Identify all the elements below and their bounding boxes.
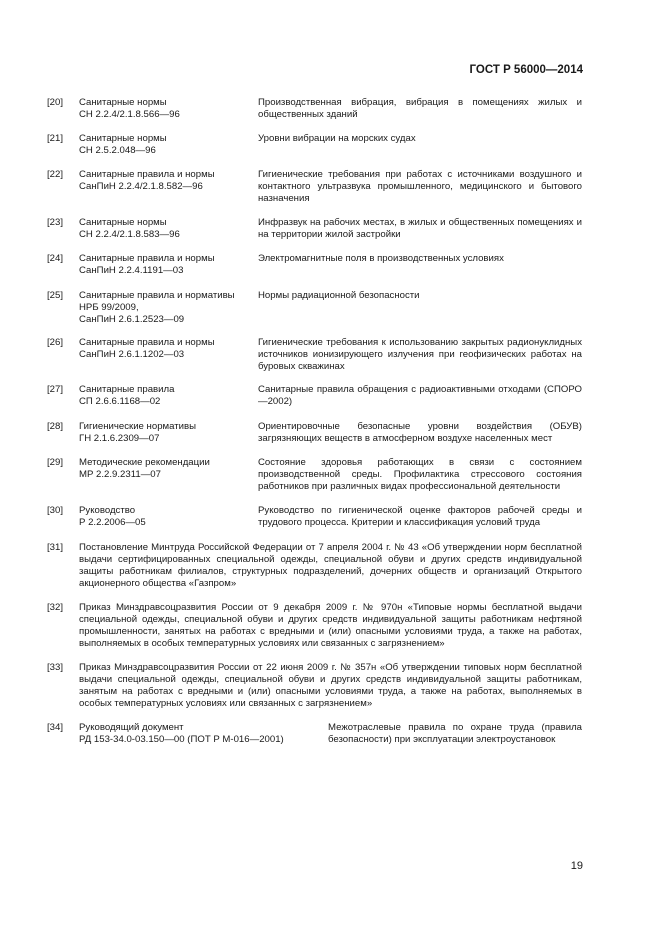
reference-number: [34] [47, 722, 64, 733]
reference-number: [20] [47, 97, 64, 108]
doc-code: СанПиН 2.6.1.1202—03 [79, 349, 185, 361]
reference-title: Санитарные правила обращения с радиоактивными отходами (СПОРО—2002) [258, 384, 582, 408]
reference-number: [27] [47, 384, 64, 395]
reference-document [79, 217, 255, 241]
doc-type: Руководящий документ [79, 722, 184, 733]
reference-number: [28] [47, 421, 64, 432]
doc-code: СН 2.5.2.048—96 [79, 145, 156, 157]
page-number: 19 [570, 860, 583, 872]
reference-number: [33] [47, 662, 64, 673]
doc-code: НРБ 99/2009, [79, 302, 139, 314]
reference-document [79, 133, 255, 157]
reference-document [79, 505, 255, 529]
reference-title: Производственная вибрация, вибрация в помещениях жилых и общественных зданий [258, 97, 582, 121]
doc-type: Санитарные правила и нормативы [79, 290, 235, 301]
reference-number: [21] [47, 133, 64, 144]
reference-number: [25] [47, 290, 64, 301]
doc-code: РД 153-34.0-03.150—00 (ПОТ Р М-016—2001) [79, 734, 284, 746]
doc-type: Санитарные правила и нормы [79, 253, 215, 264]
reference-title: Руководство по гигиенической оценке факторов рабочей среды и трудового процесса. Критерии и классификация условий труда [258, 505, 582, 529]
doc-code: СанПиН 2.6.1.2523—09 [79, 314, 185, 326]
doc-type: Санитарные нормы [79, 133, 167, 144]
reference-document [79, 384, 255, 408]
reference-number: [29] [47, 457, 64, 468]
doc-code: СП 2.6.6.1168—02 [79, 396, 161, 408]
reference-title: Гигиенические требования при работах с источниками воздушного и контактного ультразвука промышленного, медицинского и бытового назначения [258, 169, 582, 205]
reference-document [79, 290, 255, 326]
doc-type: Санитарные правила [79, 384, 175, 395]
reference-title: Инфразвук на рабочих местах, в жилых и общественных помещениях и на территории жилой застройки [258, 217, 582, 241]
doc-type: Санитарные правила и нормы [79, 337, 215, 348]
reference-title: Межотраслевые правила по охране труда (правила безопасности) при эксплуатации электроустановок [328, 722, 582, 746]
reference-document [79, 457, 255, 481]
reference-title: Ориентировочные безопасные уровни воздействия (ОБУВ) загрязняющих веществ в атмосферном воздухе населенных мест [258, 421, 582, 445]
reference-document [79, 253, 255, 277]
reference-number: [24] [47, 253, 64, 264]
reference-text: Постановление Минтруда Российской Федерации от 7 апреля 2004 г. № 43 «Об утверждении норм бесплатной выдачи сертифицированных специальной одежды, специальной обуви и других средств индивидуальной защиты работникам филиалов, структурных подразделений, дочерних обществ и организаций Открытого акционерного общества «Газпром» [79, 542, 582, 590]
doc-code: СН 2.2.4/2.1.8.583—96 [79, 229, 180, 241]
reference-document [79, 169, 255, 193]
reference-document [79, 97, 255, 121]
reference-title: Гигиенические требования к использованию закрытых радионуклидных источников ионизирующего излучения при геофизических работах на буровых скважинах [258, 337, 582, 373]
doc-code: СанПиН 2.2.4.1191—03 [79, 265, 184, 277]
reference-number: [26] [47, 337, 64, 348]
reference-document [79, 337, 255, 361]
reference-text: Приказ Минздравсоцразвития России от 9 декабря 2009 г. № 970н «Типовые нормы бесплатной выдачи специальной одежды, специальной обуви и других средств индивидуальной защиты работникам нефтяной промышленности, занятых на работах с вредными и (или) опасными условиями труда, а также на работах, выполняемых в особых температурных условиях или связанных с загрязнением» [79, 602, 582, 650]
doc-type: Гигиенические нормативы [79, 421, 196, 432]
doc-code: МР 2.2.9.2311—07 [79, 469, 161, 481]
reference-number: [31] [47, 542, 64, 553]
doc-code: Р 2.2.2006—05 [79, 517, 146, 529]
reference-number: [23] [47, 217, 64, 228]
reference-title: Нормы радиационной безопасности [258, 290, 420, 301]
reference-number: [32] [47, 602, 64, 613]
reference-number: [22] [47, 169, 64, 180]
reference-title: Уровни вибрации на морских судах [258, 133, 416, 144]
reference-title: Состояние здоровья работающих в связи с состоянием производственной среды. Профилактика стрессового состояния работников при различных видах профессиональной деятельности [258, 457, 582, 493]
doc-type: Методические рекомендации [79, 457, 210, 468]
document-header: ГОСТ Р 56000—2014 [469, 64, 583, 76]
doc-type: Санитарные правила и нормы [79, 169, 215, 180]
doc-type: Санитарные нормы [79, 97, 167, 108]
reference-document [79, 421, 255, 445]
reference-title: Электромагнитные поля в производственных условиях [258, 253, 504, 264]
reference-document [79, 722, 319, 746]
doc-type: Руководство [79, 505, 136, 516]
reference-number: [30] [47, 505, 64, 516]
doc-code: СН 2.2.4/2.1.8.566—96 [79, 109, 180, 121]
doc-code: СанПиН 2.2.4/2.1.8.582—96 [79, 181, 203, 193]
doc-code: ГН 2.1.6.2309—07 [79, 433, 160, 445]
doc-type: Санитарные нормы [79, 217, 167, 228]
reference-text: Приказ Минздравсоцразвития России от 22 июня 2009 г. № 357н «Об утверждении типовых норм бесплатной выдачи специальной одежды, специальной обуви и других средств индивидуальной защиты работникам, занятым на работах с вредными и (или) опасными условиями труда, а также на работах, выполняемых в особых температурных условиях или связанных с загрязнением» [79, 662, 582, 710]
